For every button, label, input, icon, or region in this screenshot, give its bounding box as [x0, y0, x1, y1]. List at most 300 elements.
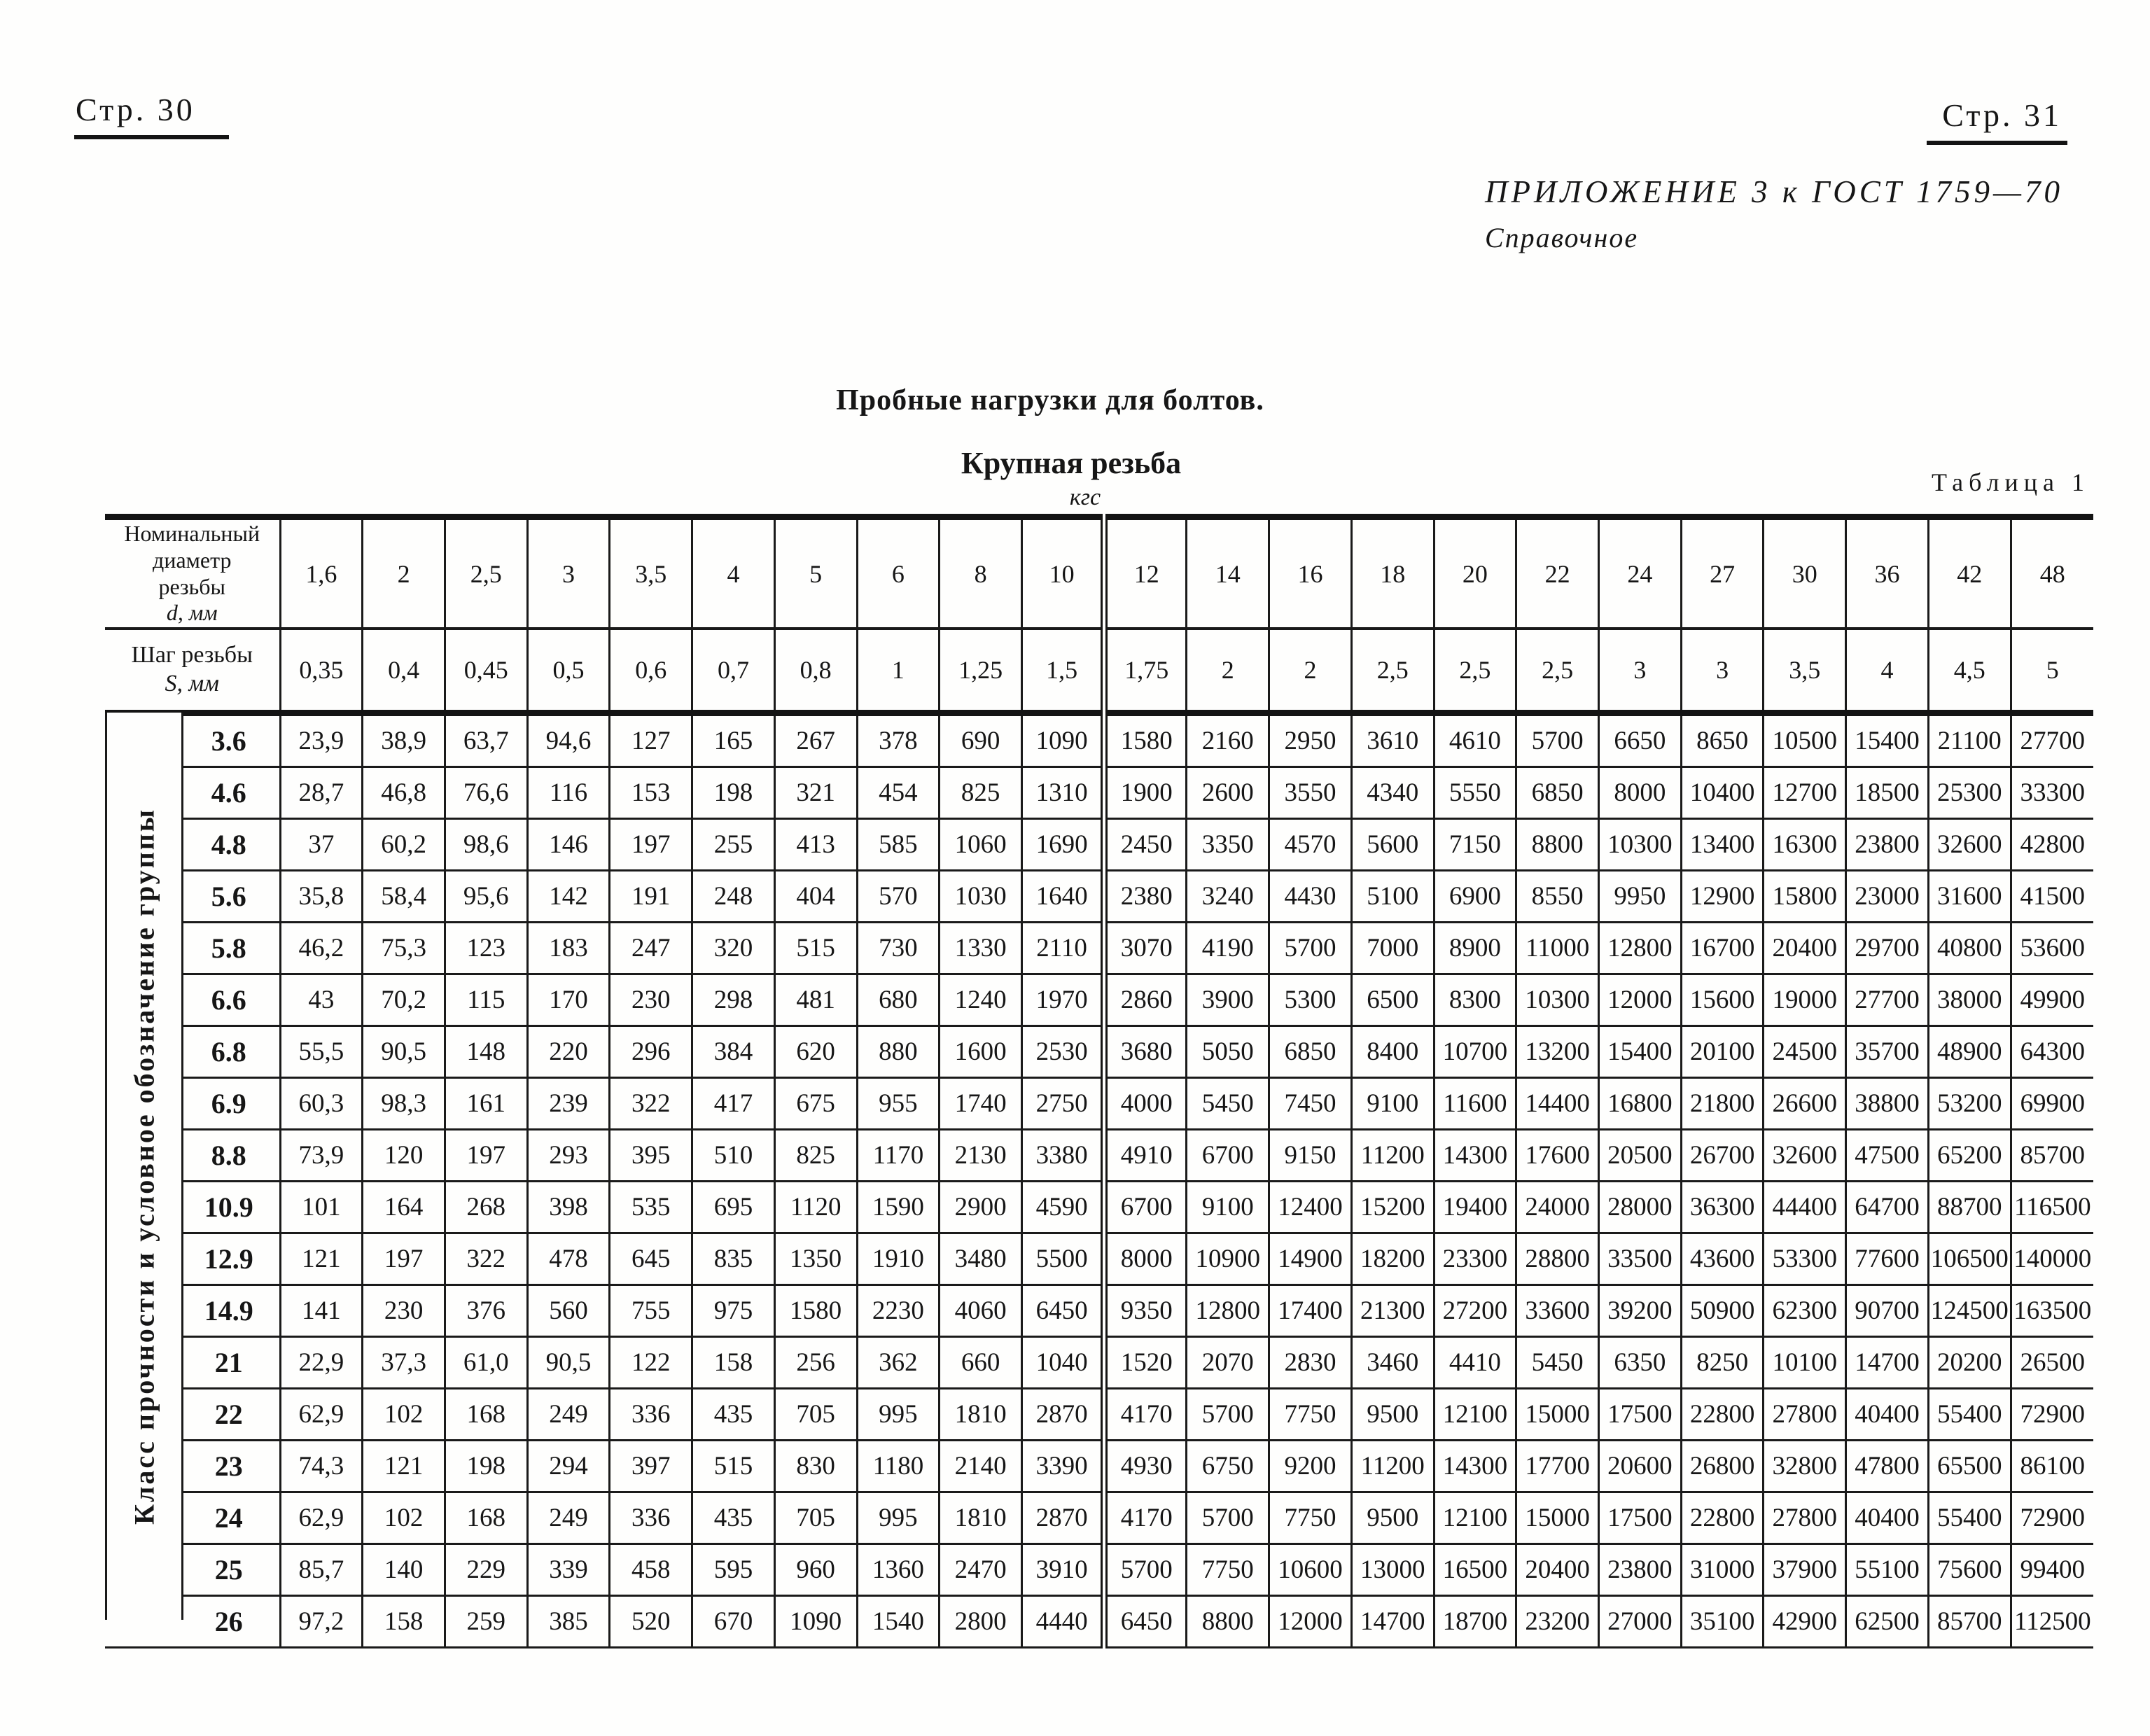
load-cell: 660 — [940, 1337, 1022, 1389]
load-cell: 239 — [527, 1078, 610, 1130]
load-cell: 74,3 — [280, 1441, 363, 1492]
pitch-header-cell: 4,5 — [1928, 629, 2011, 713]
load-cell: 1520 — [1104, 1337, 1187, 1389]
table-row — [105, 1078, 2093, 1130]
load-cell: 730 — [857, 923, 940, 974]
load-cell: 413 — [774, 819, 857, 871]
pitch-header-cell: 2,5 — [1434, 629, 1516, 713]
load-cell: 1970 — [1021, 974, 1104, 1026]
load-cell: 31600 — [1928, 871, 2011, 923]
load-cell: 13200 — [1516, 1026, 1599, 1078]
load-cell: 49900 — [2011, 974, 2093, 1026]
table-row — [105, 1130, 2093, 1182]
load-cell: 268 — [445, 1182, 527, 1233]
table-row — [105, 871, 2093, 923]
load-cell: 4410 — [1434, 1337, 1516, 1389]
load-cell: 6700 — [1104, 1182, 1187, 1233]
load-cell: 47500 — [1846, 1130, 1929, 1182]
load-cell: 73,9 — [280, 1130, 363, 1182]
load-cell: 12100 — [1434, 1389, 1516, 1441]
load-cell: 163500 — [2011, 1285, 2093, 1337]
appendix-title: ПРИЛОЖЕНИЕ 3 к ГОСТ 1759—70 — [1484, 174, 2063, 209]
load-cell: 98,6 — [445, 819, 527, 871]
load-cell: 32600 — [1928, 819, 2011, 871]
load-cell: 39200 — [1599, 1285, 1682, 1337]
load-cell: 42800 — [2011, 819, 2093, 871]
table-row — [105, 923, 2093, 974]
load-cell: 1090 — [774, 1596, 857, 1648]
pitch-header-cell: 3 — [1681, 629, 1764, 713]
unit-label: кгс — [1069, 484, 1101, 510]
load-cell: 64700 — [1846, 1182, 1929, 1233]
strength-axis-label: Класс прочности и условное обозначение группы — [128, 807, 160, 1525]
strength-class-cell: 5.6 — [105, 871, 280, 923]
load-cell: 148 — [445, 1026, 527, 1078]
load-cell: 8000 — [1599, 767, 1682, 819]
load-cell: 417 — [692, 1078, 775, 1130]
strength-class-cell: 24 — [105, 1492, 280, 1544]
strength-class-cell: 5.8 — [105, 923, 280, 974]
diameter-header-cell: 22 — [1516, 517, 1599, 629]
load-cell: 3070 — [1104, 923, 1187, 974]
load-cell: 7750 — [1269, 1389, 1352, 1441]
load-cell: 535 — [610, 1182, 692, 1233]
strength-class-cell: 25 — [105, 1544, 280, 1596]
load-cell: 830 — [774, 1441, 857, 1492]
load-cell: 5050 — [1187, 1026, 1269, 1078]
load-cell: 995 — [857, 1492, 940, 1544]
load-cell: 10300 — [1516, 974, 1599, 1026]
load-cell: 153 — [610, 767, 692, 819]
load-cell: 4930 — [1104, 1441, 1187, 1492]
load-cell: 13400 — [1681, 819, 1764, 871]
load-cell: 2160 — [1187, 713, 1269, 767]
load-cell: 55,5 — [280, 1026, 363, 1078]
load-cell: 53200 — [1928, 1078, 2011, 1130]
load-cell: 75600 — [1928, 1544, 2011, 1596]
load-cell: 168 — [445, 1389, 527, 1441]
table-row — [105, 1285, 2093, 1337]
load-cell: 339 — [527, 1544, 610, 1596]
load-cell: 53600 — [2011, 923, 2093, 974]
load-cell: 115 — [445, 974, 527, 1026]
load-cell: 72900 — [2011, 1389, 2093, 1441]
load-cell: 248 — [692, 871, 775, 923]
load-cell: 95,6 — [445, 871, 527, 923]
load-cell: 6750 — [1187, 1441, 1269, 1492]
load-cell: 5700 — [1104, 1544, 1187, 1596]
load-cell: 23800 — [1846, 819, 1929, 871]
load-cell: 5300 — [1269, 974, 1352, 1026]
load-cell: 259 — [445, 1596, 527, 1648]
header-diameter-row — [105, 517, 2093, 629]
load-cell: 2530 — [1021, 1026, 1104, 1078]
load-cell: 90,5 — [363, 1026, 445, 1078]
load-cell: 23800 — [1599, 1544, 1682, 1596]
strength-class-cell: 26 — [105, 1596, 280, 1648]
load-cell: 4440 — [1021, 1596, 1104, 1648]
load-cell: 267 — [774, 713, 857, 767]
load-cell: 116500 — [2011, 1182, 2093, 1233]
load-cell: 17500 — [1599, 1389, 1682, 1441]
load-cell: 16300 — [1764, 819, 1846, 871]
load-cell: 12700 — [1764, 767, 1846, 819]
load-cell: 90,5 — [527, 1337, 610, 1389]
load-cell: 1120 — [774, 1182, 857, 1233]
diameter-header-cell: 48 — [2011, 517, 2093, 629]
load-cell: 1090 — [1021, 713, 1104, 767]
load-cell: 8800 — [1516, 819, 1599, 871]
pitch-header-cell: 0,45 — [445, 629, 527, 713]
load-cell: 11200 — [1351, 1130, 1434, 1182]
load-cell: 55400 — [1928, 1492, 2011, 1544]
load-cell: 27000 — [1599, 1596, 1682, 1648]
load-cell: 85,7 — [280, 1544, 363, 1596]
load-cell: 38,9 — [363, 713, 445, 767]
load-cell: 4340 — [1351, 767, 1434, 819]
load-cell: 37 — [280, 819, 363, 871]
strength-class-cell: 14.9 — [105, 1285, 280, 1337]
load-cell: 98,3 — [363, 1078, 445, 1130]
load-cell: 26600 — [1764, 1078, 1846, 1130]
load-cell: 5700 — [1516, 713, 1599, 767]
load-cell: 37900 — [1764, 1544, 1846, 1596]
load-cell: 395 — [610, 1130, 692, 1182]
page-number-right: Стр. 31 — [1927, 97, 2067, 145]
load-cell: 24000 — [1516, 1182, 1599, 1233]
load-cell: 164 — [363, 1182, 445, 1233]
load-cell: 14700 — [1846, 1337, 1929, 1389]
load-cell: 1580 — [774, 1285, 857, 1337]
load-cell: 320 — [692, 923, 775, 974]
load-cell: 63,7 — [445, 713, 527, 767]
load-cell: 8550 — [1516, 871, 1599, 923]
load-cell: 26500 — [2011, 1337, 2093, 1389]
load-cell: 69900 — [2011, 1078, 2093, 1130]
load-cell: 65200 — [1928, 1130, 2011, 1182]
load-cell: 1580 — [1104, 713, 1187, 767]
load-cell: 18700 — [1434, 1596, 1516, 1648]
load-cell: 404 — [774, 871, 857, 923]
load-cell: 22800 — [1681, 1492, 1764, 1544]
load-cell: 101 — [280, 1182, 363, 1233]
load-cell: 695 — [692, 1182, 775, 1233]
load-cell: 454 — [857, 767, 940, 819]
load-cell: 15400 — [1846, 713, 1929, 767]
load-cell: 5600 — [1351, 819, 1434, 871]
load-cell: 8400 — [1351, 1026, 1434, 1078]
load-cell: 230 — [363, 1285, 445, 1337]
pitch-header-cell: 2 — [1269, 629, 1352, 713]
load-cell: 24500 — [1764, 1026, 1846, 1078]
load-cell: 127 — [610, 713, 692, 767]
load-cell: 8800 — [1187, 1596, 1269, 1648]
load-cell: 1600 — [940, 1026, 1022, 1078]
load-cell: 3380 — [1021, 1130, 1104, 1182]
strength-class-cell: 6.9 — [105, 1078, 280, 1130]
pitch-header-cell: 2 — [1187, 629, 1269, 713]
load-cell: 384 — [692, 1026, 775, 1078]
load-cell: 5450 — [1516, 1337, 1599, 1389]
load-cell: 55100 — [1846, 1544, 1929, 1596]
load-cell: 15200 — [1351, 1182, 1434, 1233]
diameter-header-cell: 8 — [940, 517, 1022, 629]
load-cell: 6350 — [1599, 1337, 1682, 1389]
load-cell: 20400 — [1516, 1544, 1599, 1596]
load-cell: 2600 — [1187, 767, 1269, 819]
load-cell: 94,6 — [527, 713, 610, 767]
pitch-header-cell: 0,35 — [280, 629, 363, 713]
load-cell: 36300 — [1681, 1182, 1764, 1233]
load-cell: 46,8 — [363, 767, 445, 819]
load-cell: 1900 — [1104, 767, 1187, 819]
load-cell: 1540 — [857, 1596, 940, 1648]
pitch-header-cell: 1,75 — [1104, 629, 1187, 713]
load-cell: 2140 — [940, 1441, 1022, 1492]
load-cell: 995 — [857, 1389, 940, 1441]
load-cell: 16800 — [1599, 1078, 1682, 1130]
table-row — [105, 1182, 2093, 1233]
pitch-header-cell: 2,5 — [1351, 629, 1434, 713]
pitch-header-cell: 0,4 — [363, 629, 445, 713]
diameter-header-cell: 18 — [1351, 517, 1434, 629]
load-cell: 515 — [774, 923, 857, 974]
load-cell: 17600 — [1516, 1130, 1599, 1182]
pitch-header-cell: 4 — [1846, 629, 1929, 713]
load-cell: 11600 — [1434, 1078, 1516, 1130]
load-cell: 670 — [692, 1596, 775, 1648]
diameter-axis-label: Номинальный диаметр резьбы d, мм — [105, 517, 280, 629]
load-cell: 102 — [363, 1389, 445, 1441]
load-cell: 1170 — [857, 1130, 940, 1182]
table-row — [105, 767, 2093, 819]
load-cell: 4060 — [940, 1285, 1022, 1337]
diameter-header-cell: 14 — [1187, 517, 1269, 629]
load-cell: 140000 — [2011, 1233, 2093, 1285]
load-cell: 122 — [610, 1337, 692, 1389]
load-cell: 680 — [857, 974, 940, 1026]
load-cell: 705 — [774, 1389, 857, 1441]
load-cell: 75,3 — [363, 923, 445, 974]
load-cell: 435 — [692, 1492, 775, 1544]
table-row — [105, 1441, 2093, 1492]
diameter-header-cell: 10 — [1021, 517, 1104, 629]
load-cell: 62,9 — [280, 1389, 363, 1441]
load-cell: 322 — [610, 1078, 692, 1130]
load-cell: 570 — [857, 871, 940, 923]
load-cell: 336 — [610, 1389, 692, 1441]
load-cell: 62,9 — [280, 1492, 363, 1544]
strength-axis-strip — [105, 713, 183, 1620]
load-cell: 38000 — [1928, 974, 2011, 1026]
load-cell: 620 — [774, 1026, 857, 1078]
load-cell: 1740 — [940, 1078, 1022, 1130]
load-cell: 11000 — [1516, 923, 1599, 974]
load-cell: 97,2 — [280, 1596, 363, 1648]
load-cell: 385 — [527, 1596, 610, 1648]
load-cell: 4570 — [1269, 819, 1352, 871]
load-cell: 1590 — [857, 1182, 940, 1233]
load-cell: 249 — [527, 1492, 610, 1544]
load-cell: 294 — [527, 1441, 610, 1492]
diameter-header-cell: 2 — [363, 517, 445, 629]
load-cell: 142 — [527, 871, 610, 923]
load-cell: 18500 — [1846, 767, 1929, 819]
load-cell: 1810 — [940, 1492, 1022, 1544]
load-cell: 478 — [527, 1233, 610, 1285]
table-row — [105, 974, 2093, 1026]
load-cell: 26800 — [1681, 1441, 1764, 1492]
load-cell: 298 — [692, 974, 775, 1026]
load-cell: 158 — [692, 1337, 775, 1389]
load-cell: 1360 — [857, 1544, 940, 1596]
load-cell: 6850 — [1516, 767, 1599, 819]
load-cell: 3390 — [1021, 1441, 1104, 1492]
load-cell: 2130 — [940, 1130, 1022, 1182]
load-cell: 5700 — [1269, 923, 1352, 974]
strength-class-cell: 6.6 — [105, 974, 280, 1026]
load-cell: 197 — [445, 1130, 527, 1182]
diameter-header-cell: 20 — [1434, 517, 1516, 629]
load-cell: 15800 — [1764, 871, 1846, 923]
load-cell: 3550 — [1269, 767, 1352, 819]
diameter-header-cell: 27 — [1681, 517, 1764, 629]
load-cell: 7000 — [1351, 923, 1434, 974]
load-cell: 191 — [610, 871, 692, 923]
load-cell: 19000 — [1764, 974, 1846, 1026]
table-row — [105, 1596, 2093, 1648]
load-cell: 10600 — [1269, 1544, 1352, 1596]
load-cell: 27800 — [1764, 1492, 1846, 1544]
load-cell: 1690 — [1021, 819, 1104, 871]
load-cell: 9100 — [1351, 1078, 1434, 1130]
strength-class-cell: 12.9 — [105, 1233, 280, 1285]
load-cell: 23,9 — [280, 713, 363, 767]
load-cell: 15000 — [1516, 1389, 1599, 1441]
load-cell: 4190 — [1187, 923, 1269, 974]
load-cell: 90700 — [1846, 1285, 1929, 1337]
load-cell: 2230 — [857, 1285, 940, 1337]
load-cell: 9950 — [1599, 871, 1682, 923]
page-number-left: Стр. 30 — [74, 91, 229, 139]
load-cell: 8650 — [1681, 713, 1764, 767]
load-cell: 197 — [610, 819, 692, 871]
load-cell: 11200 — [1351, 1441, 1434, 1492]
load-cell: 28000 — [1599, 1182, 1682, 1233]
load-cell: 5500 — [1021, 1233, 1104, 1285]
load-cell: 293 — [527, 1130, 610, 1182]
load-cell: 123 — [445, 923, 527, 974]
load-cell: 170 — [527, 974, 610, 1026]
load-cell: 14700 — [1351, 1596, 1434, 1648]
load-cell: 15400 — [1599, 1026, 1682, 1078]
load-cell: 62300 — [1764, 1285, 1846, 1337]
load-cell: 40400 — [1846, 1492, 1929, 1544]
load-cell: 77600 — [1846, 1233, 1929, 1285]
load-cell: 10500 — [1764, 713, 1846, 767]
load-cell: 60,3 — [280, 1078, 363, 1130]
load-cell: 25300 — [1928, 767, 2011, 819]
load-cell: 17700 — [1516, 1441, 1599, 1492]
load-cell: 20500 — [1599, 1130, 1682, 1182]
load-cell: 15000 — [1516, 1492, 1599, 1544]
appendix-subtitle: Справочное — [1484, 222, 1639, 253]
load-cell: 1060 — [940, 819, 1022, 871]
load-cell: 35700 — [1846, 1026, 1929, 1078]
load-cell: 4170 — [1104, 1389, 1187, 1441]
load-cell: 183 — [527, 923, 610, 974]
load-cell: 40800 — [1928, 923, 2011, 974]
load-cell: 825 — [940, 767, 1022, 819]
load-cell: 321 — [774, 767, 857, 819]
load-cell: 27800 — [1764, 1389, 1846, 1441]
diameter-header-cell: 6 — [857, 517, 940, 629]
load-cell: 3460 — [1351, 1337, 1434, 1389]
load-cell: 120 — [363, 1130, 445, 1182]
load-cell: 62500 — [1846, 1596, 1929, 1648]
load-cell: 595 — [692, 1544, 775, 1596]
load-cell: 398 — [527, 1182, 610, 1233]
strength-class-cell: 3.6 — [105, 713, 280, 767]
load-cell: 2900 — [940, 1182, 1022, 1233]
load-cell: 26700 — [1681, 1130, 1764, 1182]
diameter-header-cell: 24 — [1599, 517, 1682, 629]
load-cell: 435 — [692, 1389, 775, 1441]
table-row — [105, 1544, 2093, 1596]
strength-class-cell: 8.8 — [105, 1130, 280, 1182]
load-cell: 3680 — [1104, 1026, 1187, 1078]
load-cell: 5700 — [1187, 1492, 1269, 1544]
load-cell: 675 — [774, 1078, 857, 1130]
loads-table — [105, 514, 2093, 1648]
load-cell: 5700 — [1187, 1389, 1269, 1441]
load-cell: 9150 — [1269, 1130, 1352, 1182]
load-cell: 46,2 — [280, 923, 363, 974]
load-cell: 1240 — [940, 974, 1022, 1026]
load-cell: 2800 — [940, 1596, 1022, 1648]
load-cell: 296 — [610, 1026, 692, 1078]
load-cell: 8000 — [1104, 1233, 1187, 1285]
load-cell: 6500 — [1351, 974, 1434, 1026]
doc-subtitle: Крупная резьба — [961, 446, 1182, 480]
strength-class-cell: 10.9 — [105, 1182, 280, 1233]
load-cell: 27700 — [2011, 713, 2093, 767]
load-cell: 102 — [363, 1492, 445, 1544]
load-cell: 975 — [692, 1285, 775, 1337]
load-cell: 4000 — [1104, 1078, 1187, 1130]
load-cell: 8900 — [1434, 923, 1516, 974]
load-cell: 35,8 — [280, 871, 363, 923]
load-cell: 6450 — [1104, 1596, 1187, 1648]
load-cell: 23300 — [1434, 1233, 1516, 1285]
load-cell: 12800 — [1599, 923, 1682, 974]
load-cell: 645 — [610, 1233, 692, 1285]
load-cell: 27700 — [1846, 974, 1929, 1026]
load-cell: 32800 — [1764, 1441, 1846, 1492]
diameter-header-cell: 1,6 — [280, 517, 363, 629]
load-cell: 22,9 — [280, 1337, 363, 1389]
load-cell: 61,0 — [445, 1337, 527, 1389]
load-cell: 6900 — [1434, 871, 1516, 923]
load-cell: 17400 — [1269, 1285, 1352, 1337]
load-cell: 1350 — [774, 1233, 857, 1285]
load-cell: 198 — [445, 1441, 527, 1492]
load-cell: 4430 — [1269, 871, 1352, 923]
load-cell: 112500 — [2011, 1596, 2093, 1648]
load-cell: 85700 — [1928, 1596, 2011, 1648]
load-cell: 60,2 — [363, 819, 445, 871]
load-cell: 1810 — [940, 1389, 1022, 1441]
